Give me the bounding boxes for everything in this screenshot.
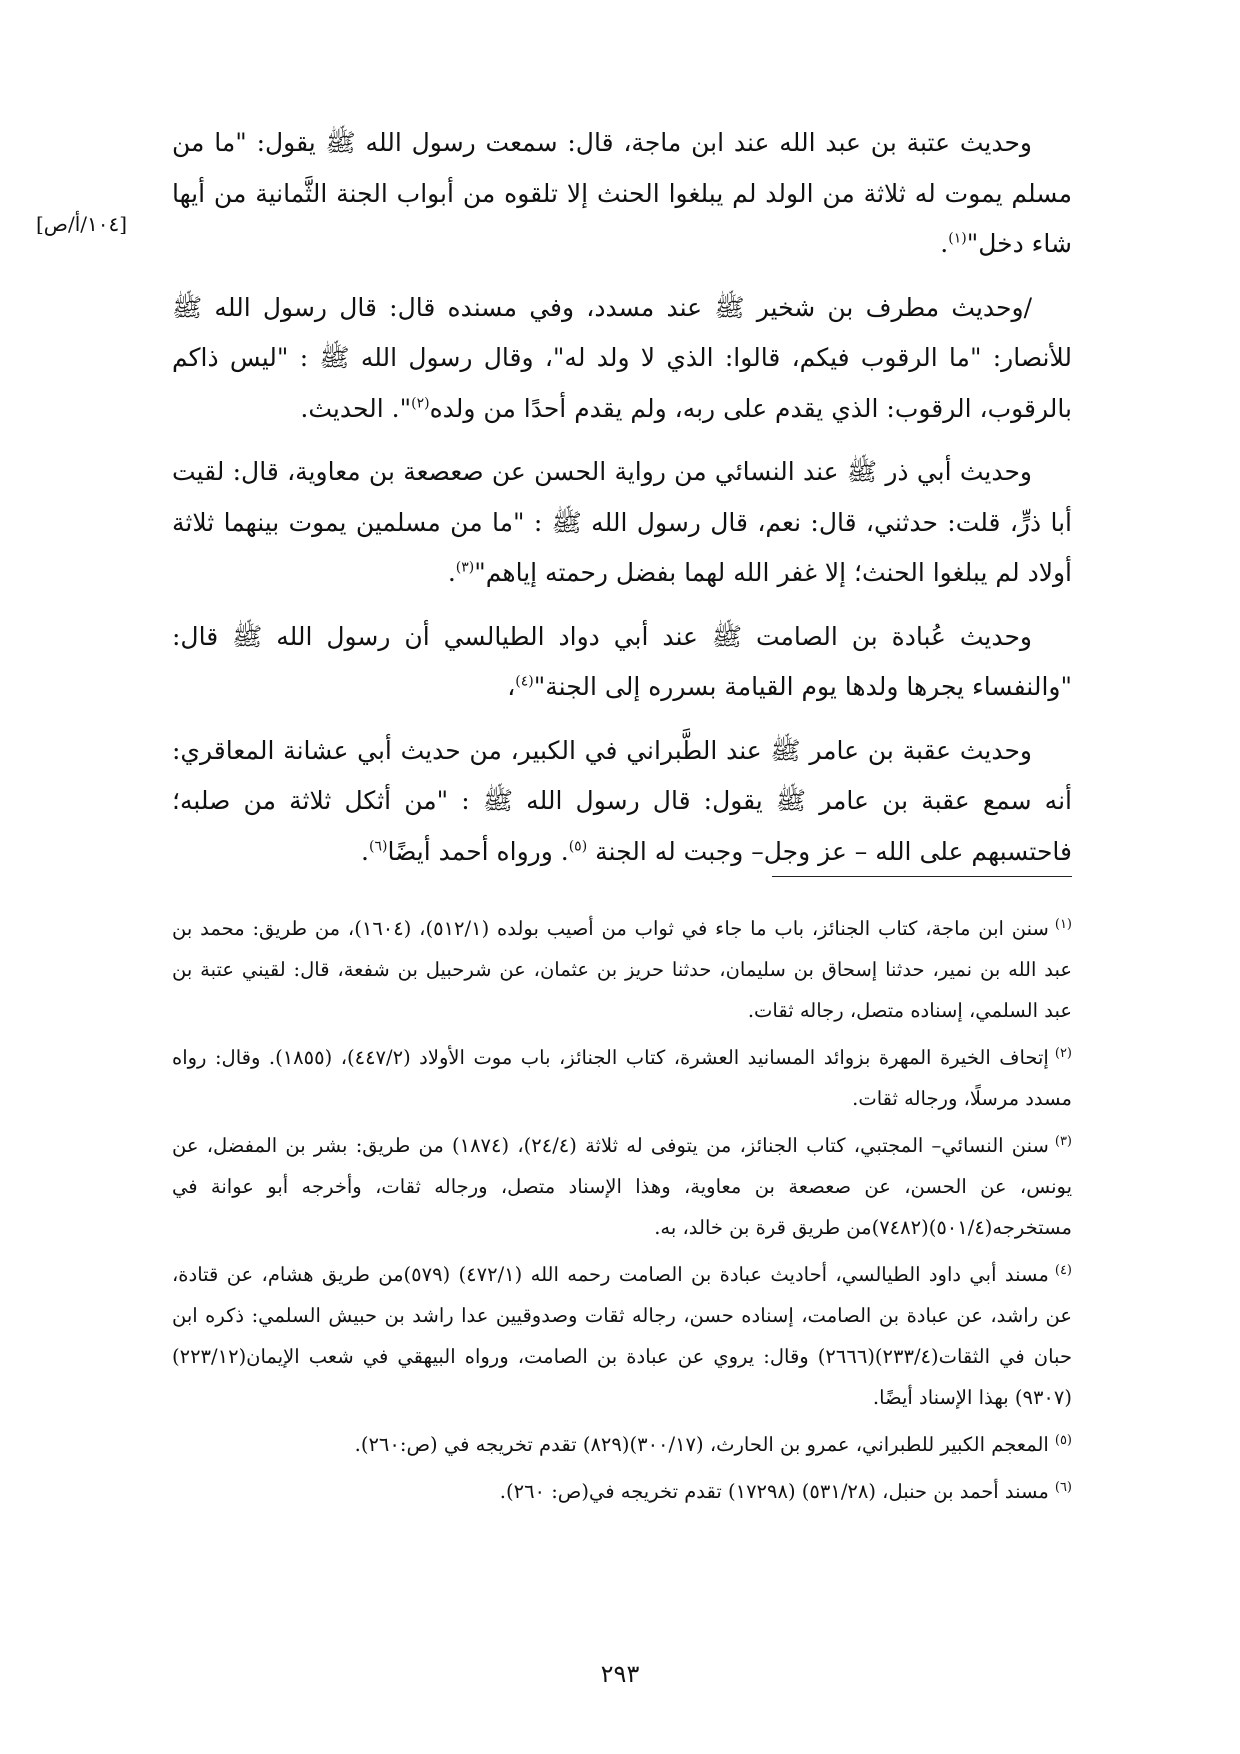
paragraph-3-text: وحديث أبي ذر ﷺ عند النسائي من رواية الحسن عن صعصعة بن معاوية، قال: لقيت أبا ذرٍّ، قلت: حدثني، قال: نعم، قال رسول الله ﷺ : "ما من مسلمين يموت بينهما ثلاثة أولاد لم يبلغوا الحنث؛ إلا غفر الله لهما بفضل رحمته إياهم" (172, 457, 1072, 587)
paragraph-1 (172, 118, 1072, 270)
paragraph-5-tail: . ورواه أحمد أيضًا (387, 836, 569, 866)
paragraph-4 (172, 612, 1072, 713)
paragraph-3 (172, 447, 1072, 599)
footnote-5 (172, 1424, 1072, 1465)
footnote-ref-6[interactable]: (٦) (369, 838, 388, 855)
footnote-number: (٢) (1054, 1045, 1072, 1061)
paragraph-5 (172, 726, 1072, 878)
footnote-3 (172, 1125, 1072, 1248)
footnote-text: مسند أحمد بن حنبل، (٥٣١/٢٨) (١٧٢٩٨) تقدم تخريجه في(ص: ٢٦٠). (499, 1480, 1049, 1503)
footnote-1 (172, 908, 1072, 1031)
paragraph-5-text: وحديث عقبة بن عامر ﷺ عند الطَّبراني في الكبير، من حديث أبي عشانة المعاقري: أنه سمع عقبة بن عامر ﷺ يقول: قال رسول الله ﷺ : "من أثكل ثلاثة من صلبه؛ فاحتسبهم على الله – عز وجل– وجبت له الجنة (172, 735, 1072, 866)
footnote-ref-2[interactable]: (٢) (411, 395, 430, 412)
footnote-ref-3[interactable]: (٣) (455, 559, 475, 576)
page-number: ٢٩٣ (600, 1660, 640, 1688)
footnote-number: (٥) (1054, 1432, 1072, 1448)
footnote-text: إتحاف الخيرة المهرة بزوائد المسانيد العشرة، كتاب الجنائز، باب موت الأولاد (٤٤٧/٢)، (١٨٥٥). وقال: رواه مسدد مرسلًا، ورجاله ثقات. (172, 1046, 1072, 1110)
footnote-number: (١) (1054, 916, 1072, 932)
footnote-text: سنن ابن ماجة، كتاب الجنائز، باب ما جاء في ثواب من أصيب بولده (٥١٢/١)، (١٦٠٤)، من طريق: محمد بن عبد الله بن نمير، حدثنا إسحاق بن سليمان، حدثنا حريز بن عثمان، عن شرحبيل بن شفعة، قال: لقيني عتبة بن عبد السلمي، إسناده متصل، رجاله ثقات. (172, 917, 1072, 1022)
footnote-text: سنن النسائي– المجتبي، كتاب الجنائز، من يتوفى له ثلاثة (٢٤/٤)، (١٨٧٤) من طريق: بشر بن المفضل، عن يونس، عن الحسن، عن صعصعة بن معاوية، وهذا الإسناد متصل، ورجاله ثقات، وأخرجه أبو عوانة في مستخرجه(٥٠١/٤)(٧٤٨٢)من طريق قرة بن خالد، به. (172, 1134, 1072, 1239)
paragraph-5-tail-2: . (361, 836, 369, 866)
footnote-number: (٦) (1054, 1479, 1072, 1495)
paragraph-1-tail: . (940, 229, 949, 258)
footnote-number: (٤) (1054, 1262, 1072, 1278)
footnote-6 (172, 1471, 1072, 1512)
paragraph-2 (172, 283, 1072, 435)
paragraph-3-tail: . (447, 558, 456, 587)
footnote-number: (٣) (1054, 1133, 1072, 1149)
footnote-ref-1[interactable]: (١) (948, 230, 967, 247)
footnote-text: مسند أبي داود الطيالسي، أحاديث عبادة بن الصامت رحمه الله (٤٧٢/١) (٥٧٩)من طريق هشام، عن قتادة، عن راشد، عن عبادة بن الصامت، إسناده حسن، رجاله ثقات وصدوقيين عدا راشد بن حبيش السلمي: ذكره ابن حبان في الثقات(٢٣٣/٤)(٢٦٦٦) وقال: يروي عن عبادة بن الصامت، ورواه البيهقي في شعب الإيمان(٢٢٣/١٢) (٩٣٠٧) بهذا الإسناد أيضًا. (172, 1263, 1072, 1409)
main-text (172, 118, 1072, 890)
footnote-2 (172, 1037, 1072, 1119)
footnote-4 (172, 1254, 1072, 1418)
paragraph-1-text: وحديث عتبة بن عبد الله عند ابن ماجة، قال: سمعت رسول الله ﷺ يقول: "ما من مسلم يموت له ثلاثة من الولد لم يبلغوا الحنث إلا تلقوه من أبواب الجنة الثَّمانية من أيها شاء دخل" (172, 128, 1072, 258)
footnote-ref-5[interactable]: (٥) (568, 838, 588, 855)
paragraph-4-tail: ، (507, 672, 516, 701)
footnotes (172, 908, 1072, 1518)
footnote-separator (772, 876, 1072, 877)
paragraph-2-tail: ". الحديث. (300, 393, 412, 423)
footnote-ref-4[interactable]: (٤) (515, 673, 534, 690)
folio-marker: [١٠٤/أ/ص] (36, 212, 128, 236)
paragraph-4-text: وحديث عُبادة بن الصامت ﷺ عند أبي دواد الطيالسي أن رسول الله ﷺ قال: "والنفساء يجرها ولدها يوم القيامة بسرره إلى الجنة" (172, 621, 1072, 701)
footnote-text: المعجم الكبير للطبراني، عمرو بن الحارث، (٣٠٠/١٧)(٨٢٩) تقدم تخريجه في (ص:٢٦٠). (354, 1433, 1049, 1456)
paragraph-2-text: /وحديث مطرف بن شخير ﷺ عند مسدد، وفي مسنده قال: قال رسول الله ﷺ للأنصار: "ما الرقوب فيكم، قالوا: الذي لا ولد له"، وقال رسول الله ﷺ : "ليس ذاكم بالرقوب، الرقوب: الذي يقدم على ربه، ولم يقدم أحدًا من ولده (172, 292, 1072, 423)
